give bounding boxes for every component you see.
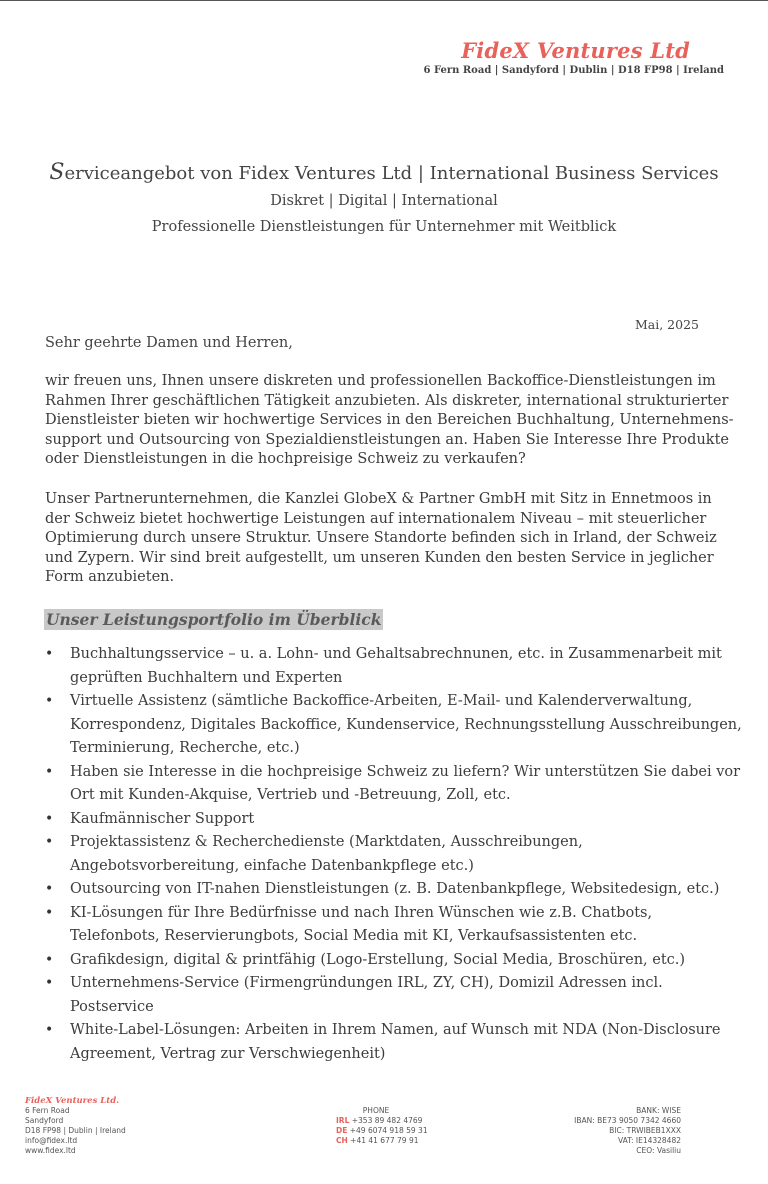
salutation: Sehr geehrte Damen und Herren, bbox=[45, 335, 293, 351]
list-item-text: Kaufmännischer Support bbox=[70, 810, 255, 827]
list-item bbox=[44, 1019, 744, 1066]
list-item-text: Unternehmens-Service (Firmengründungen IRL, ZY, CH), Domizil Adressen incl. Postservice bbox=[70, 975, 663, 1015]
bullet-icon: • bbox=[45, 763, 54, 780]
document-tagline: Professionelle Dienstleistungen für Unternehmer mit Weitblick bbox=[151, 219, 617, 235]
footer-vat: VAT: IE14328482 bbox=[618, 1136, 681, 1145]
footer-phone-label: PHONE bbox=[362, 1106, 390, 1115]
bullet-icon: • bbox=[45, 834, 54, 850]
title-initial: S bbox=[49, 160, 65, 185]
footer-district: Sandyford bbox=[25, 1116, 64, 1125]
list-item bbox=[44, 761, 744, 808]
document-title bbox=[0, 160, 768, 185]
bullet-icon: • bbox=[45, 951, 54, 968]
footer-bic: BIC: TRWIBEB1XXX bbox=[609, 1126, 681, 1135]
list-item bbox=[44, 972, 744, 1019]
services-list bbox=[44, 643, 744, 1066]
footer-phone-irl[interactable]: IRL +353 89 482 4769 bbox=[336, 1116, 423, 1125]
list-item bbox=[44, 643, 744, 690]
footer-street: 6 Fern Road bbox=[25, 1106, 70, 1115]
bullet-icon: • bbox=[45, 881, 54, 897]
footer-bank: BANK: WISE bbox=[636, 1106, 681, 1115]
list-item-text: White-Label-Lösungen: Arbeiten in Ihrem Namen, auf Wunsch mit NDA (Non-Disclosure Agreement, Vertrag zur Verschwiegenheit) bbox=[70, 1022, 721, 1062]
bullet-icon: • bbox=[45, 1022, 54, 1038]
top-border-line bbox=[0, 0, 768, 1]
footer-email-link[interactable]: info@fidex.ltd bbox=[25, 1136, 78, 1145]
bullet-icon: • bbox=[45, 693, 54, 709]
partner-paragraph: Unser Partnerunternehmen, die Kanzlei GlobeX & Partner GmbH mit Sitz in Ennetmoos in der Schweiz bietet hochwertige Leistungen auf internationalem Niveau – mit steuerlicher Optimierung durch unsere Struktur. Unsere Standorte befinden sich in Irland, der Schweiz und Zypern. Wir sind breit aufgestellt, um unseren Kunden den besten Service in jeglicher Form anzubieten. bbox=[45, 491, 717, 585]
footer-phone-de[interactable]: DE +49 6074 918 59 31 bbox=[336, 1126, 428, 1135]
list-item bbox=[44, 690, 744, 761]
list-item-text: Grafikdesign, digital & printfähig (Logo-Erstellung, Social Media, Broschüren, etc.) bbox=[70, 951, 686, 968]
list-item bbox=[44, 831, 744, 878]
list-item-text: Outsourcing von IT-nahen Dienstleistungen (z. B. Datenbankpflege, Websitedesign, etc.) bbox=[70, 881, 720, 897]
section-heading: Unser Leistungsportfolio im Überblick bbox=[46, 610, 382, 629]
list-item bbox=[44, 808, 744, 832]
bullet-icon: • bbox=[45, 810, 54, 827]
bullet-icon: • bbox=[45, 646, 54, 662]
list-item-text: Virtuelle Assistenz (sämtliche Backoffice-Arbeiten, E-Mail- und Kalenderverwaltung, Korrespondenz, Digitales Backoffice, Kundenservice, Rechnungsstellung Ausschreibungen, Terminierung, Recherche, etc.) bbox=[70, 693, 742, 756]
letter-date: Mai, 2025 bbox=[634, 317, 699, 332]
list-item-text: Buchhaltungsservice – u. a. Lohn- und Gehaltsabrechnunen, etc. in Zusammenarbeit mit geprüften Buchhaltern und Experten bbox=[70, 646, 722, 686]
footer-city: D18 FP98 | Dublin | Ireland bbox=[25, 1126, 126, 1135]
list-item-text: Haben sie Interesse in die hochpreisige Schweiz zu liefern? Wir unterstützen Sie dabei vor Ort mit Kunden-Akquise, Vertrieb und -Betreuung, Zoll, etc. bbox=[70, 763, 741, 803]
list-item bbox=[44, 878, 744, 902]
title-text: erviceangebot von Fidex Ventures Ltd | International Business Services bbox=[64, 163, 719, 184]
footer-address-block bbox=[25, 1096, 126, 1156]
footer-company-name: FideX Ventures Ltd. bbox=[25, 1096, 120, 1106]
list-item-text: Projektassistenz & Recherchedienste (Marktdaten, Ausschreibungen, Angebotsvorbereitung, einfache Datenbankpflege etc.) bbox=[70, 834, 583, 874]
company-logo-text: FideX Ventures Ltd bbox=[461, 38, 690, 63]
bullet-icon: • bbox=[45, 904, 54, 921]
footer-website-link[interactable]: www.fidex.ltd bbox=[25, 1146, 76, 1155]
document-subtitle: Diskret | Digital | International bbox=[270, 193, 498, 209]
bullet-icon: • bbox=[45, 975, 54, 991]
list-item-text: KI-Lösungen für Ihre Bedürfnisse und nach Ihren Wünschen wie z.B. Chatbots, Telefonbots, Reservierungbots, Social Media mit KI, Verkaufsassistenten etc. bbox=[70, 904, 653, 944]
footer-ceo: CEO: Vasiliu bbox=[636, 1146, 681, 1155]
list-item bbox=[44, 902, 744, 949]
intro-paragraph: wir freuen uns, Ihnen unsere diskreten und professionellen Backoffice-Dienstleistungen im Rahmen Ihrer geschäftlichen Tätigkeit anzubieten. Als diskreter, international strukturierter Dienstleister bieten wir hochwertige Services in den Bereichen Buchhaltung, Unternehmens-support und Outsourcing von Spezialdienstleistungen an. Haben Sie Interesse Ihre Produkte oder Dienstleistungen in die hochpreisige Schweiz zu verkaufen? bbox=[45, 373, 734, 467]
footer-iban: IBAN: BE73 9050 7342 4660 bbox=[574, 1116, 681, 1125]
footer-phone-block bbox=[336, 1106, 428, 1146]
footer-bank-block bbox=[574, 1106, 681, 1156]
footer-phone-ch[interactable]: CH +41 41 677 79 91 bbox=[336, 1136, 419, 1145]
company-address: 6 Fern Road | Sandyford | Dublin | D18 FP98 | Ireland bbox=[423, 65, 724, 76]
list-item bbox=[44, 949, 744, 973]
